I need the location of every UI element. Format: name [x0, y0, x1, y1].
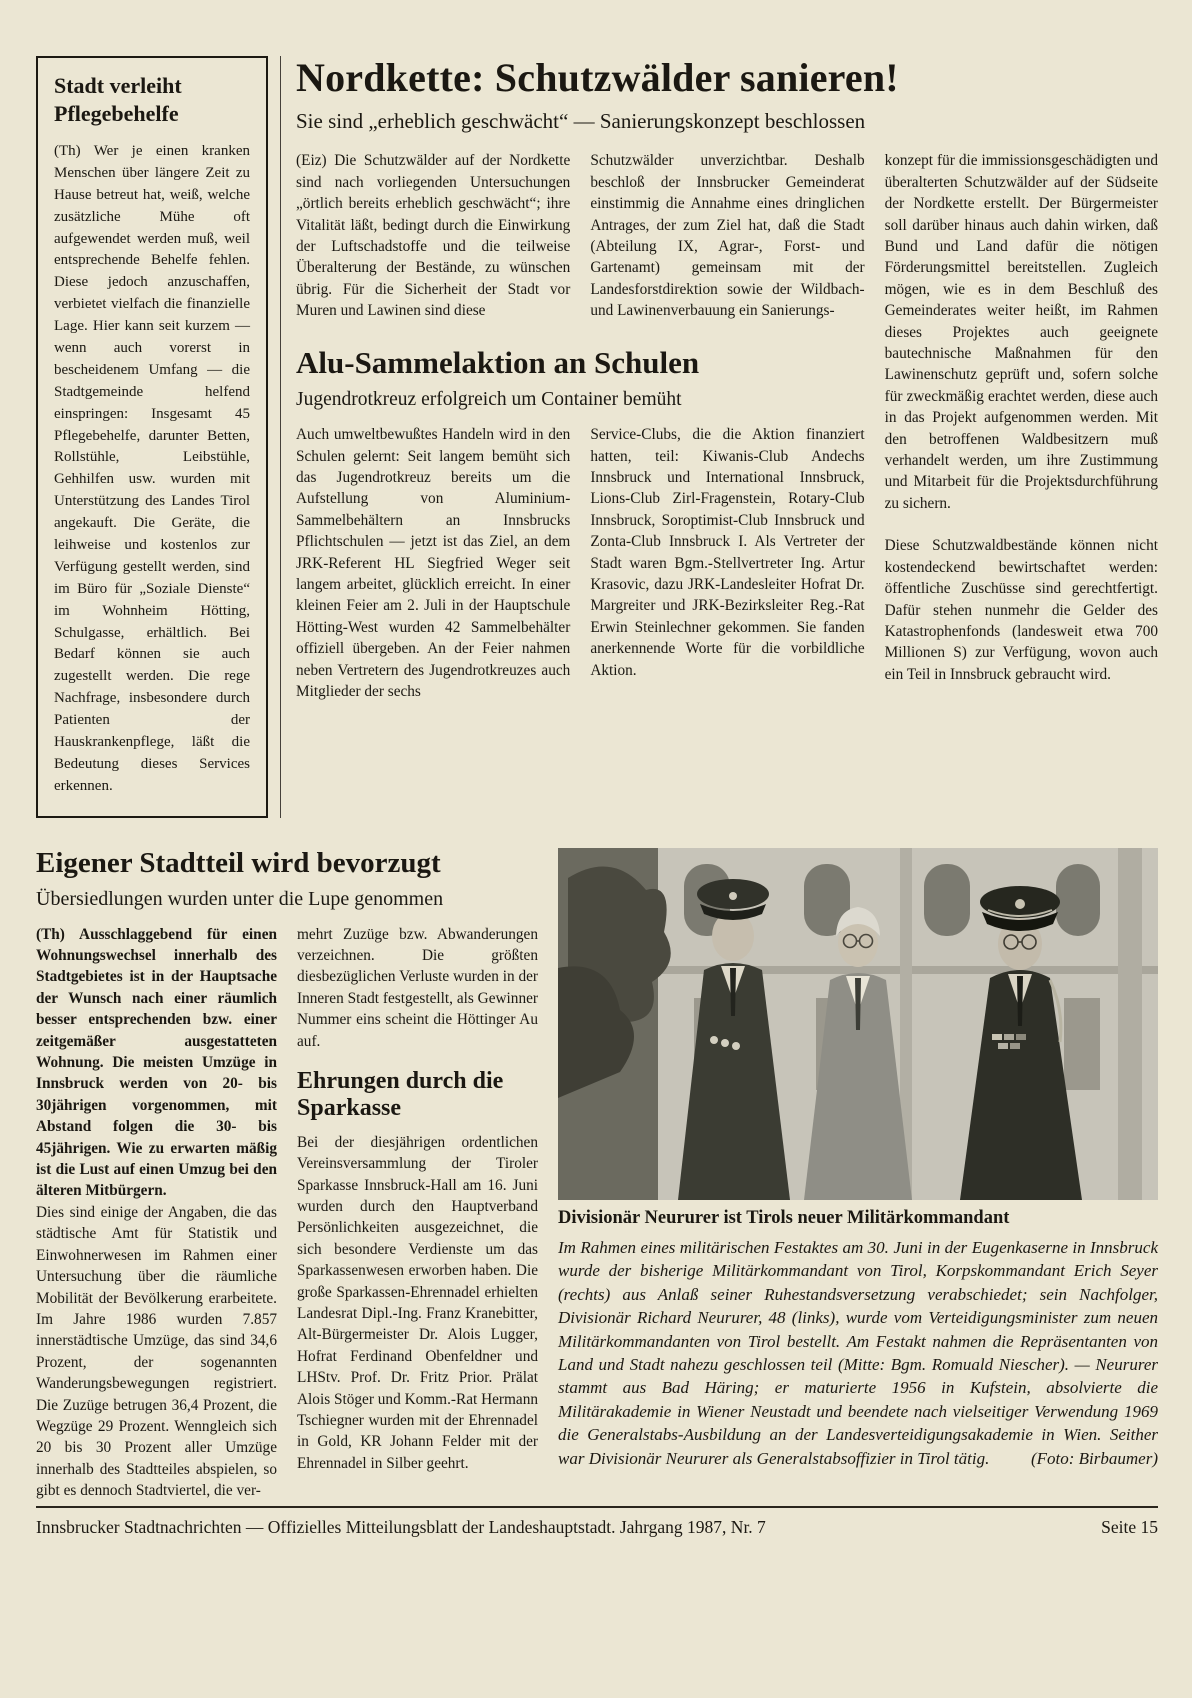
nordkette-article	[281, 56, 1158, 818]
nordkette-subhead: Sie sind „erheblich geschwächt“ — Sanierungskonzept beschlossen	[296, 109, 866, 134]
alu-text-row	[296, 424, 865, 702]
military-ceremony-photo	[558, 848, 1158, 1200]
nordkette-col3-paragraph1: konzept für die immissionsgeschädigten und überalterten Schutzwälder auf der Südseite der Nordkette erstellt. Der Bürgermeister soll darüber hinaus auch dahin wirken, daß Bund und Land dafür die nötigen Förderungsmittel bereitstellen. Zugleich mögen, wie es in dem Beschluß des Gemeinderates weiter heißt, im Rahmen dieses Projektes auch geeignete bautechnische Maßnahmen für den Lawinenschutz geprüft und, sofern solche für zweckmäßig erachtet werden, diese auch in das Projekt aufgenommen werden. Mit den betroffenen Waldbesitzern muß verhandelt werden, um ihre Zustimmung und Mitarbeit für die Projektsdurchführung zu sichern.	[884, 152, 1158, 512]
bottom-section	[36, 848, 1158, 1502]
stadtteil-text-row	[36, 924, 538, 1502]
ehrungen-body: Bei der diesjährigen ordentlichen Vereinsversammlung der Tiroler Sparkasse Innsbruck-Hall am 16. Juni wurden durch den Hauptverband Persönlichkeiten ausgezeichnet, die sich besondere Verdienste um das Sparkassenwesen erworben haben. Die große Sparkassen-Ehrennadel erhielten Landesrat Dipl.-Ing. Franz Kranebitter, Alt-Bürgermeister Dr. Alois Lugger, Hofrat Ferdinand Obenfeldner und LHStv. Prof. Dr. Fritz Prior. Prälat Alois Stöger und Komm.-Rat Hermann Tschiegner wurden mit der Ehrennadel in Gold, KR Johann Felder mit der Ehrennadel in Silber geehrt.	[297, 1133, 538, 1472]
page-footer	[36, 1506, 1158, 1538]
alu-article	[296, 346, 865, 703]
stadtteil-article	[36, 848, 538, 1502]
photo-illustration	[558, 848, 1158, 1200]
nordkette-col1: (Eiz) Die Schutzwälder auf der Nordkette sind nach vorliegenden Untersuchungen „örtlich bereits erheblich geschwächt“; ihre Vitalität läßt, bedingt durch die Einwirkung der Luftschadstoffe und die teilweise Überalterung der Bestände, zu wünschen übrig. Für die Sicherheit der Stadt vor Muren und Lawinen sind diese	[296, 152, 571, 320]
alu-subhead: Jugendrotkreuz erfolgreich um Container bemüht	[296, 388, 682, 410]
photo-caption-text: Im Rahmen eines militärischen Festaktes am 30. Juni in der Eugenkaserne in Innsbruck wurde der bisherige Militärkommandant von Tirol, Korpskommandant Erich Seyer (rechts) aus Anlaß seiner Ruhestandsversetzung verabschiedet; sein Nachfolger, Divisionär Richard Neururer, 48 (links), wurde vom Verteidigungsminister zum neuen Militärkommandanten von Tirol bestellt. Am Festakt nahmen die Repräsentanten von Land und Stadt nahezu geschlossen teil (Mitte: Bgm. Romuald Niescher). — Neururer stammt aus Bad Häring; er maturierte 1956 in Kufstein, absolvierte die Militärakademie in Wiener Neustadt und beendete nach vielseitiger Verwendung 1969 die Generalstabs-Ausbildung an der Landesverteidigungsakademie in Wien. Seither war Divisionär Neururer als Generalstabsoffizier in Tirol tätig.	[558, 1237, 1158, 1468]
alu-headline: Alu-Sammelaktion an Schulen	[296, 344, 700, 380]
pflege-title-line2: Pflegebehelfe	[54, 100, 179, 126]
photo-block	[558, 848, 1158, 1502]
photo-caption	[558, 1208, 1158, 1471]
nordkette-col3-paragraph2: Diese Schutzwaldbestände können nicht kostendeckend bewirtschaftet werden: öffentliche Zuschüsse sind gerechtfertigt. Dafür stehen nunmehr die Gelder des Katastrophenfonds (landesweit etwa 700 Millionen S) zur Verfügung, wovon auch ein Teil in Innsbruck gebraucht wird.	[884, 537, 1158, 683]
photo-caption-title: Divisionär Neururer ist Tirols neuer Militärkommandant	[558, 1207, 1010, 1228]
footer-masthead: Innsbrucker Stadtnachrichten — Offizielles Mitteilungsblatt der Landeshauptstadt. Jahrgang 1987, Nr. 7	[36, 1517, 766, 1537]
stadtteil-col2-paragraph: mehrt Zuzüge bzw. Abwanderungen verzeichnen. Die größten diesbezüglichen Verluste wurden in der Inneren Stadt festgestellt, als Gewinner Nummer eins scheint die Höttinger Au auf.	[297, 925, 538, 1050]
top-section	[36, 56, 1158, 818]
alu-col1: Auch umweltbewußtes Handeln wird in den Schulen gelernt: Seit langem bemüht sich das Jugendrotkreuz bereits um die Aufstellung von Aluminium-Sammelbehältern an Innsbrucks Pflichtschulen — jetzt ist das Ziel, an dem JRK-Referent HL Siegfried Weger seit langem arbeitet, glücklich erreicht. In einer kleinen Feier am 2. Juli in der Hauptschule Hötting-West wurden 42 Sammelbehälter offiziell übergeben. An der Feier nahmen neben Vertretern des Jugendrotkreuzes auch Mitglieder der sechs	[296, 426, 571, 700]
stadtteil-lead-paragraph: (Th) Ausschlaggebend für einen Wohnungswechsel innerhalb des Stadtgebietes ist in der Hauptsache der Wunsch nach einer räumlich besser entsprechenden bzw. einer zeitgemäßer ausgestatteten Wohnung. Die meisten Umzüge in Innsbruck werden von 20- bis 30jährigen vorgenommen, mit Abstand folgen die 30- bis 45jährigen. Wie zu erwarten mäßig ist die Lust auf einen Umzug bei den älteren Mitbürgern.	[36, 925, 277, 1200]
ehrungen-headline: Ehrungen durch die Sparkasse	[297, 1068, 504, 1121]
stadtteil-col1	[36, 924, 277, 1502]
left-two-columns	[296, 150, 865, 702]
stadtteil-subhead: Übersiedlungen wurden unter die Lupe genommen	[36, 887, 444, 910]
nordkette-col2: Schutzwälder unverzichtbar. Deshalb beschloß der Innsbrucker Gemeinderat einstimmig die Annahme eines dringlichen Antrages, der zum Ziel hat, daß die Stadt (Abteilung IX, Agrar-, Forst- und Gartenamt) gemeinsam mit der Landesforstdirektion sowie der Wildbach- und Lawinenverbauung ein Sanierungs-	[590, 152, 865, 320]
nordkette-columns	[296, 150, 1158, 702]
nordkette-text-row	[296, 150, 865, 321]
photo-caption-body	[558, 1236, 1158, 1471]
nordkette-headline: Nordkette: Schutzwälder sanieren!	[296, 55, 899, 100]
photo-credit: (Foto: Birbaumer)	[1030, 1448, 1158, 1468]
article-pflegebehelfe	[36, 56, 268, 818]
stadtteil-body-paragraph: Dies sind einige der Angaben, die das städtische Amt für Statistik und Einwohnerwesen im Rahmen einer Untersuchung über die räumliche Mobilität der Bevölkerung erarbeitete. Im Jahre 1986 wurden 7.857 innerstädtische Umzüge, das sind 34,6 Prozent, der sogenannten Wanderungsbewegungen registriert. Die Zuzüge betrugen 36,4 Prozent, die Wegzüge 29 Prozent. Wenngleich sich 20 bis 30 Prozent aller Umzüge innerhalb des Stadtteiles abspielen, so gibt es dennoch Stadtviertel, die ver-	[36, 1203, 277, 1500]
pflege-title-line1: Stadt verleiht	[54, 73, 182, 98]
footer-page-number: Seite 15	[1101, 1517, 1158, 1537]
pflege-body: (Th) Wer je einen kranken Menschen über längere Zeit zu Hause betreut hat, weiß, welche zusätzliche Mühe oft aufgewendet werden muß, weil entsprechende Behelfe fehlen. Diese jedoch anzuschaffen, verbietet vielfach die finanzielle Lage. Hier kann seit kurzem — wenn auch vorerst in bescheidenem Umfang — die Stadtgemeinde helfend einspringen: Insgesamt 45 Pflegebehelfe, darunter Betten, Rollstühle, Leibstühle, Gehhilfen usw. wurden mit Unterstützung des Landes Tirol angekauft. Die Geräte, die leihweise und kostenlos zur Verfügung gestellt werden, sind im Büro für „Soziale Dienste“ im Wohnheim Hötting, Schulgasse, erhältlich. Bei Bedarf können sie auch zugestellt werden. Die rege Nachfrage, insbesondere durch Patienten der Hauskrankenpflege, läßt die Bedeutung dieses Services erkennen.	[54, 143, 250, 794]
nordkette-col3	[885, 150, 1158, 702]
pflege-title	[54, 72, 250, 127]
alu-col2: Service-Clubs, die die Aktion finanziert hatten, teil: Kiwanis-Club Andechs Innsbruck und International Innsbruck, Lions-Club Zirl-Fragenstein, Rotary-Club Innsbruck, Soroptimist-Club Innsbruck und Zonta-Club Innsbruck I. Als Vertreter der Stadt waren Bgm.-Stellvertreter Ing. Artur Krasovic, dazu JRK-Landesleiter Hofrat Dr. Margreiter und JRK-Bezirksleiter Reg.-Rat Erwin Steinlechner gekommen. Sie fanden anerkennende Worte für die vorbildliche Aktion.	[590, 426, 865, 679]
stadtteil-col2	[297, 924, 538, 1502]
stadtteil-headline: Eigener Stadtteil wird bevorzugt	[36, 846, 441, 879]
